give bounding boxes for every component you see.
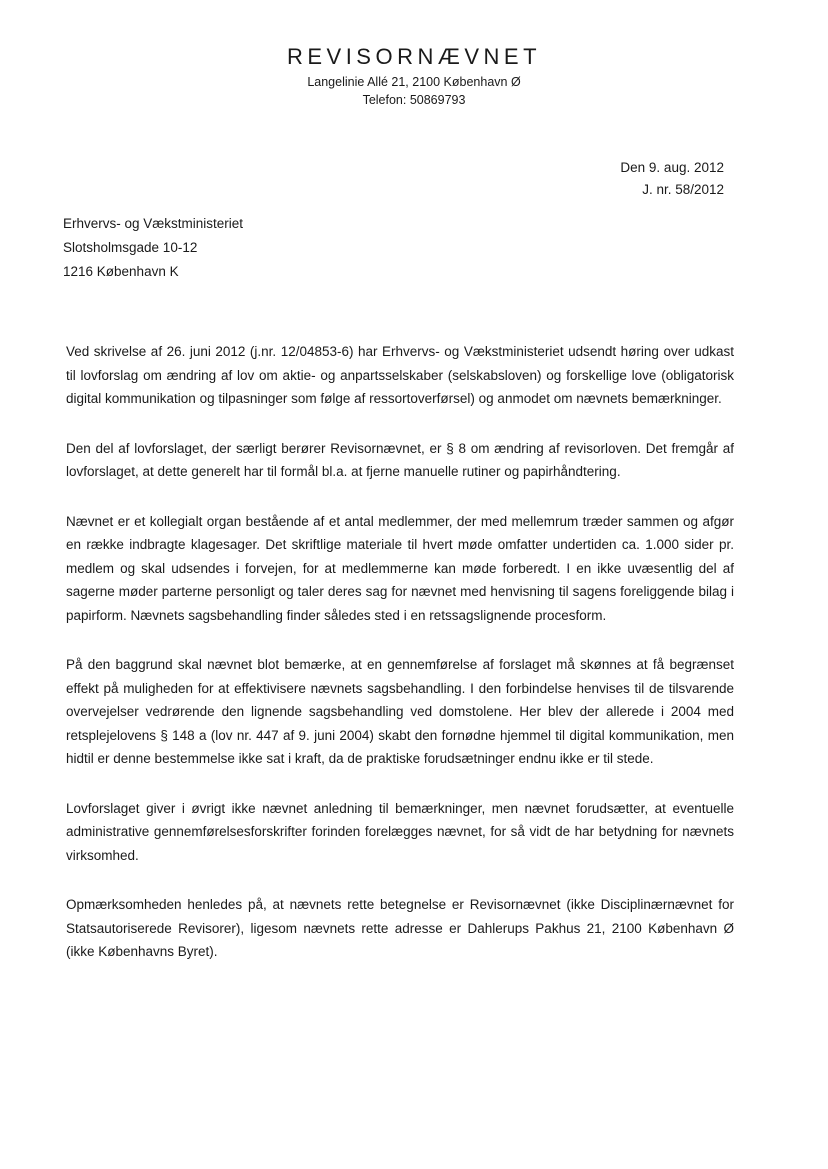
paragraph-3: Nævnet er et kollegialt organ bestående af et antal medlemmer, der med mellemrum træder sammen og afgør en række indbragte klagesager. Det skriftlige materiale til hvert møde omfatter undertiden ca. 1.000 sider pr. medlem og skal udsendes i forvejen, for at medlemmerne kan møde forberedt. I en ikke uvæsentlig del af sagerne møder parterne personligt og taler deres sag for nævnet med henvisning til sagens foreliggende bilag i papirform. Nævnets sagsbehandling finder således sted i en retssagslignende procesform. <box>66 513 734 623</box>
paragraph-4: På den baggrund skal nævnet blot bemærke, at en gennemførelse af forslaget må skønnes at få begrænset effekt på muligheden for at effektivisere nævnets sagsbehandling. I den forbindelse henvises til de tilsvarende overvejelser vedrørende den lignende sagsbehandling ved domstolene. Her blev der allerede i 2004 med retsplejelovens § 148 a (lov nr. 447 af 9. juni 2004) skabt den fornødne hjemmel til digital kommunikation, men hidtil er denne bestemmelse ikke sat i kraft, da de praktiske forudsætninger endnu ikke er til stede. <box>66 657 734 766</box>
recipient-city: 1216 København K <box>63 264 179 279</box>
letterhead <box>0 44 828 109</box>
paragraph-6: Opmærksomheden henledes på, at nævnets rette betegnelse er Revisornævnet (ikke Disciplinærnævnet for Statsautoriserede Revisorer), ligesom nævnets rette adresse er Dahlerups Pakhus 21, 2100 København Ø (ikke Københavns Byret). <box>66 897 734 959</box>
letter-date: Den 9. aug. 2012 <box>620 160 724 175</box>
paragraph-5: Lovforslaget giver i øvrigt ikke nævnet anledning til bemærkninger, men nævnet forudsætter, at eventuelle administrative gennemførelsesforskrifter forinden forelægges nævnet, for så vidt de har betydning for nævnets virksomhed. <box>66 800 734 863</box>
recipient-name: Erhvervs- og Vækstministeriet <box>63 216 244 231</box>
letter-body <box>66 340 734 990</box>
recipient-address <box>63 212 243 284</box>
journal-number: J. nr. 58/2012 <box>642 182 724 197</box>
date-block <box>620 157 724 201</box>
paragraph-2: Den del af lovforslaget, der særligt berører Revisornævnet, er § 8 om ændring af revisorloven. Det fremgår af lovforslaget, at dette generelt har til formål bl.a. at fjerne manuelle rutiner og papirhåndtering. <box>66 440 734 479</box>
recipient-street: Slotsholmsgade 10-12 <box>63 240 198 255</box>
organization-name: REVISORNÆVNET <box>286 44 542 69</box>
organization-address: Langelinie Allé 21, 2100 København Ø <box>307 75 521 89</box>
organization-phone: Telefon: 50869793 <box>362 93 466 107</box>
paragraph-1: Ved skrivelse af 26. juni 2012 (j.nr. 12/04853-6) har Erhvervs- og Vækstministeriet udsendt høring over udkast til lovforslag om ændring af lov om aktie- og anpartsselskaber (selskabsloven) og forskellige love (obligatorisk digital kommunikation og tilpasninger som følge af ressortoverførsel) og anmodet om nævnets bemærkninger. <box>66 344 734 406</box>
